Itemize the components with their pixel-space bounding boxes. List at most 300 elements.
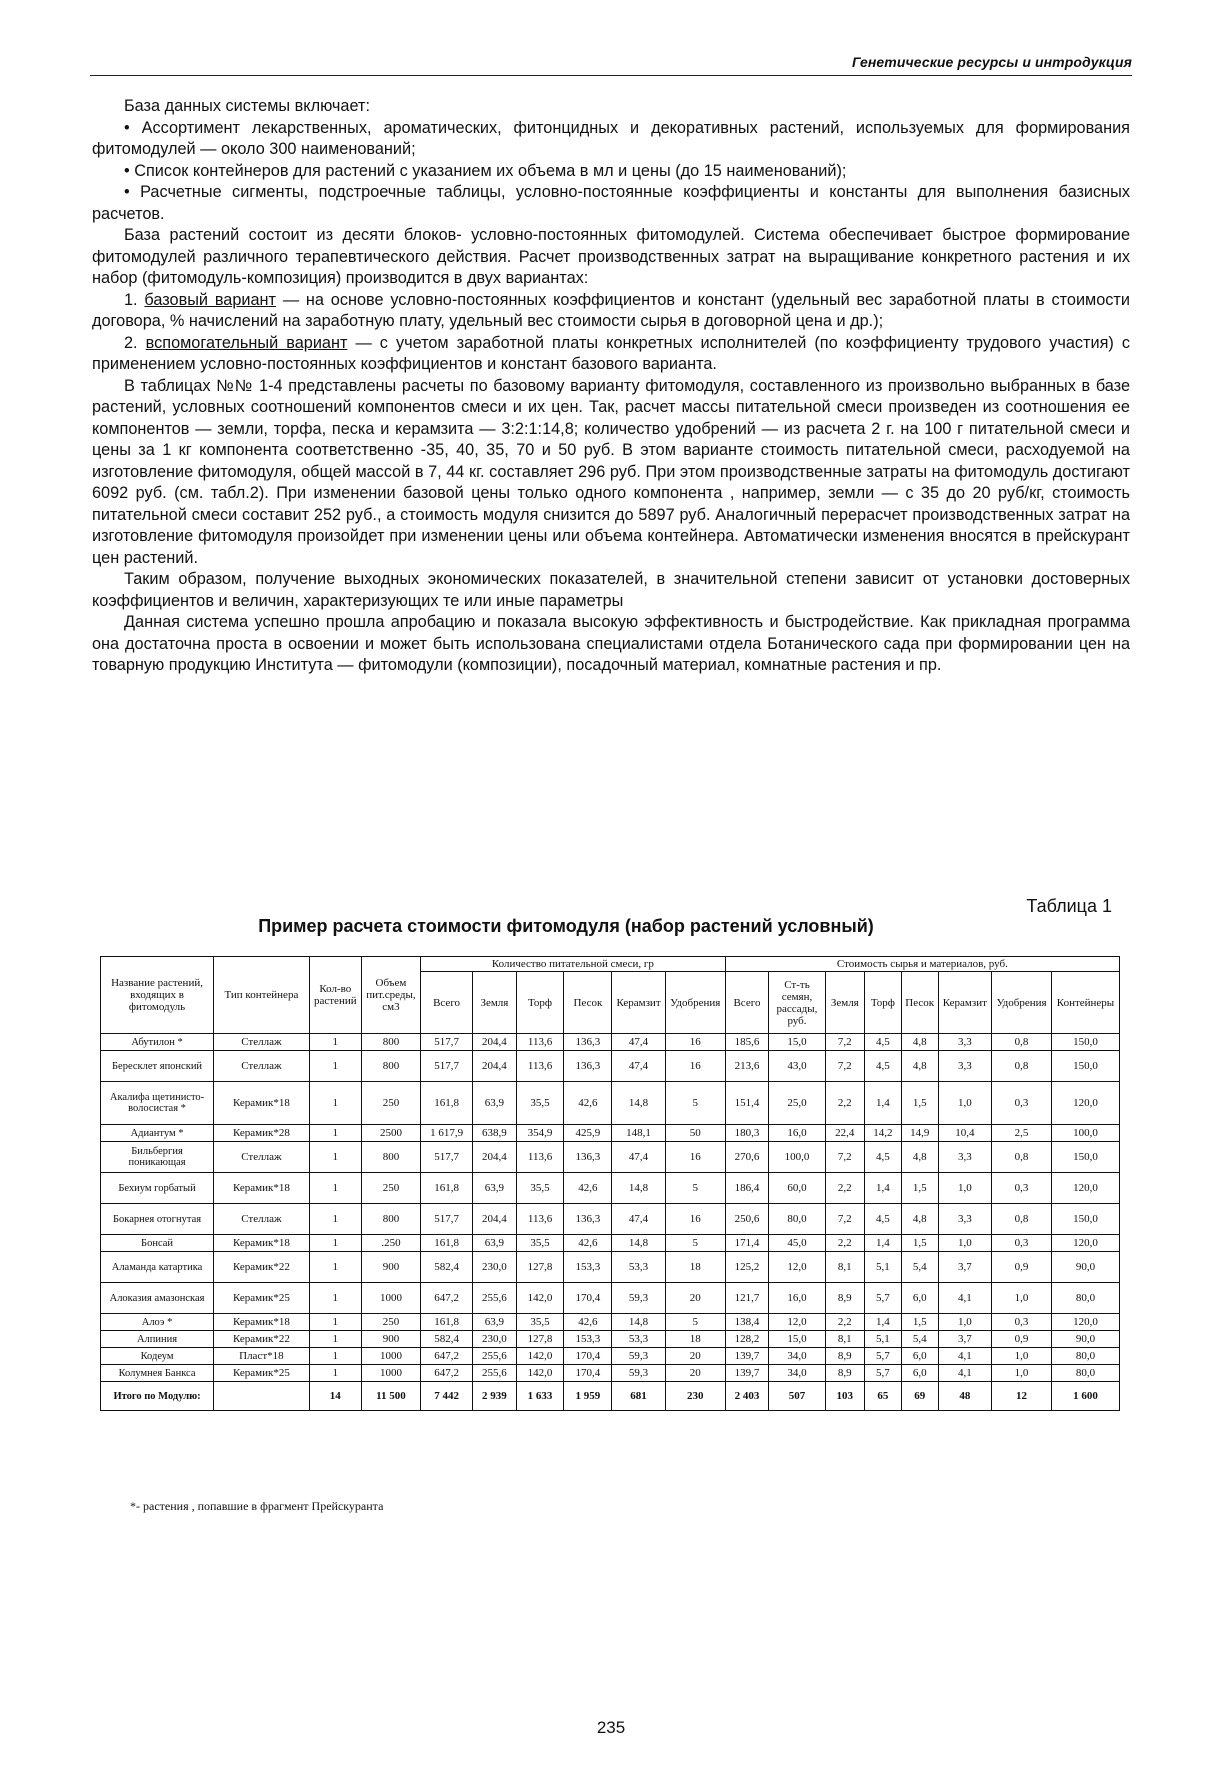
- table-row: [101, 1204, 1120, 1235]
- table-cell: 250: [361, 1314, 420, 1331]
- table-row: [101, 1348, 1120, 1365]
- plant-name-cell: Кодеум: [101, 1348, 214, 1365]
- table-cell: 5: [665, 1173, 725, 1204]
- header-mix-soil: Земля: [473, 972, 516, 1034]
- variant-1: [92, 290, 1130, 333]
- table-cell: 59,3: [612, 1365, 665, 1382]
- table-cell: 16: [665, 1142, 725, 1173]
- body-text: [92, 96, 1130, 677]
- table-cell: 25,0: [769, 1082, 826, 1125]
- table-cell: 6,0: [901, 1348, 938, 1365]
- table-cell: 136,3: [564, 1051, 612, 1082]
- table-cell: 4,5: [864, 1142, 901, 1173]
- table-cell: 4,5: [864, 1204, 901, 1235]
- table-cell: Керамик*25: [214, 1283, 310, 1314]
- table-cell: 4,8: [901, 1051, 938, 1082]
- paragraph-4: Данная система успешно прошла апробацию и показала высокую эффективность и быстродействие. Как прикладная программа она достаточна проста в освоении и может быть использована специалистами отдела Ботанического сада при формировании цен на товарную продукцию Института — фитомодули (композиции), посадочный материал, комнатные растения и пр.: [92, 613, 1130, 674]
- table-cell: 4,8: [901, 1142, 938, 1173]
- table-cell: 1: [309, 1034, 361, 1051]
- table-cell: 14,8: [612, 1082, 665, 1125]
- table-cell: 63,9: [473, 1314, 516, 1331]
- table-cell: 150,0: [1052, 1034, 1120, 1051]
- table-cell: Керамик*18: [214, 1082, 310, 1125]
- table-cell: 1,5: [901, 1314, 938, 1331]
- table-cell: 354,9: [516, 1125, 564, 1142]
- table-cell: 638,9: [473, 1125, 516, 1142]
- table-cell: 5,7: [864, 1283, 901, 1314]
- table-cell: 0,8: [992, 1142, 1052, 1173]
- table-cell: 255,6: [473, 1283, 516, 1314]
- table-cell: 800: [361, 1034, 420, 1051]
- table-cell: 5: [665, 1082, 725, 1125]
- table-cell: 1,4: [864, 1235, 901, 1252]
- running-header: Генетические ресурсы и интродукция: [851, 54, 1132, 70]
- table-cell: 100,0: [1052, 1125, 1120, 1142]
- total-cell: 2 939: [473, 1382, 516, 1411]
- table-cell: 63,9: [473, 1082, 516, 1125]
- table-cell: 1,0: [992, 1283, 1052, 1314]
- variant-2: [92, 333, 1130, 376]
- table-cell: 900: [361, 1252, 420, 1283]
- table-cell: 18: [665, 1331, 725, 1348]
- table-cell: 142,0: [516, 1283, 564, 1314]
- table-cell: 1: [309, 1252, 361, 1283]
- table-cell: 255,6: [473, 1348, 516, 1365]
- table-cell: 3,3: [938, 1034, 991, 1051]
- table-cell: 7,2: [825, 1051, 864, 1082]
- table-cell: 14,8: [612, 1235, 665, 1252]
- table-row: [101, 1252, 1120, 1283]
- table-cell: Керамик*22: [214, 1331, 310, 1348]
- table-cell: 1: [309, 1082, 361, 1125]
- header-group-cost: Стоимость сырья и материалов, руб.: [725, 957, 1119, 972]
- table-cell: 1000: [361, 1283, 420, 1314]
- total-cell: 2 403: [725, 1382, 768, 1411]
- table-cell: Керамик*18: [214, 1314, 310, 1331]
- table-row: [101, 1283, 1120, 1314]
- table-row: [101, 1235, 1120, 1252]
- table-cell: 161,8: [420, 1173, 472, 1204]
- table-row: [101, 1125, 1120, 1142]
- table-cell: Керамик*18: [214, 1235, 310, 1252]
- table-cell: 5,1: [864, 1252, 901, 1283]
- table-cell: 0,3: [992, 1173, 1052, 1204]
- table-cell: 250: [361, 1173, 420, 1204]
- table-cell: 647,2: [420, 1348, 472, 1365]
- table-cell: 20: [665, 1348, 725, 1365]
- table-cell: 63,9: [473, 1173, 516, 1204]
- table-cell: 180,3: [725, 1125, 768, 1142]
- table-cell: 14,2: [864, 1125, 901, 1142]
- table-cell: 42,6: [564, 1173, 612, 1204]
- table-cell: 50: [665, 1125, 725, 1142]
- header-mix-fertilizer: Удобрения: [665, 972, 725, 1034]
- table-cell: 138,4: [725, 1314, 768, 1331]
- table-row: [101, 1082, 1120, 1125]
- table-cell: 53,3: [612, 1331, 665, 1348]
- table-cell: 16,0: [769, 1283, 826, 1314]
- table-cell: 42,6: [564, 1082, 612, 1125]
- table-cell: 517,7: [420, 1051, 472, 1082]
- total-cell: 11 500: [361, 1382, 420, 1411]
- table-cell: 1: [309, 1173, 361, 1204]
- table-cell: 2,2: [825, 1082, 864, 1125]
- table-cell: 18: [665, 1252, 725, 1283]
- table-cell: 204,4: [473, 1034, 516, 1051]
- total-cell: 1 959: [564, 1382, 612, 1411]
- header-cost-fertilizer: Удобрения: [992, 972, 1052, 1034]
- total-label-cell: Итого по Модулю:: [101, 1382, 214, 1411]
- table-cell: 153,3: [564, 1331, 612, 1348]
- variant-1-term: базовый вариант: [144, 290, 276, 309]
- header-cost-soil: Земля: [825, 972, 864, 1034]
- total-cell: 103: [825, 1382, 864, 1411]
- table-cell: 1: [309, 1142, 361, 1173]
- table-caption: Таблица 1: [1026, 896, 1112, 916]
- table-cell: 4,8: [901, 1034, 938, 1051]
- header-cost-claydite: Керамзит: [938, 972, 991, 1034]
- table-cell: 1,4: [864, 1173, 901, 1204]
- table-cell: Стеллаж: [214, 1051, 310, 1082]
- table-cell: 1: [309, 1051, 361, 1082]
- table-cell: Керамик*25: [214, 1365, 310, 1382]
- table-cell: 60,0: [769, 1173, 826, 1204]
- table-cell: 1: [309, 1365, 361, 1382]
- table-cell: 161,8: [420, 1314, 472, 1331]
- table-cell: 0,8: [992, 1034, 1052, 1051]
- header-cost-peat: Торф: [864, 972, 901, 1034]
- table-cell: .250: [361, 1235, 420, 1252]
- table-cell: 139,7: [725, 1365, 768, 1382]
- table-cell: 113,6: [516, 1142, 564, 1173]
- header-container: Тип контейнера: [214, 957, 310, 1034]
- table-cell: 35,5: [516, 1173, 564, 1204]
- table-cell: 1: [309, 1348, 361, 1365]
- plant-name-cell: Акалифа щетинисто-волосистая *: [101, 1082, 214, 1125]
- table-cell: 128,2: [725, 1331, 768, 1348]
- table-cell: 8,9: [825, 1283, 864, 1314]
- bullet-2: • Список контейнеров для растений с указанием их объема в мл и цены (до 15 наименований);: [124, 161, 847, 180]
- table-cell: 90,0: [1052, 1331, 1120, 1348]
- table-cell: 136,3: [564, 1142, 612, 1173]
- total-cell: 48: [938, 1382, 991, 1411]
- paragraph-3: Таким образом, получение выходных экономических показателей, в значительной степени зависит от установки достоверных коэффициентов и величин, характеризующих те или иные параметры: [92, 570, 1130, 610]
- table-cell: 8,9: [825, 1348, 864, 1365]
- total-cell: [214, 1382, 310, 1411]
- table-cell: 230,0: [473, 1331, 516, 1348]
- table-cell: 20: [665, 1365, 725, 1382]
- table-cell: 800: [361, 1051, 420, 1082]
- table-cell: 63,9: [473, 1235, 516, 1252]
- header-group-mix: Количество питательной смеси, гр: [420, 957, 725, 972]
- table-cell: 4,5: [864, 1034, 901, 1051]
- plant-name-cell: Алоказия амазонская: [101, 1283, 214, 1314]
- table-cell: 1,5: [901, 1235, 938, 1252]
- table-row: [101, 1365, 1120, 1382]
- table-cell: 80,0: [1052, 1365, 1120, 1382]
- table-cell: 5,1: [864, 1331, 901, 1348]
- table-cell: 1000: [361, 1348, 420, 1365]
- table-cell: 1,4: [864, 1314, 901, 1331]
- table-cell: 2,2: [825, 1173, 864, 1204]
- plant-name-cell: Алпиния: [101, 1331, 214, 1348]
- table-cell: 121,7: [725, 1283, 768, 1314]
- table-cell: 5,7: [864, 1365, 901, 1382]
- table-title: Пример расчета стоимости фитомодуля (набор растений условный): [258, 916, 874, 936]
- page-number: 235: [596, 1718, 626, 1737]
- header-cost-containers: Контейнеры: [1052, 972, 1120, 1034]
- table-cell: Стеллаж: [214, 1034, 310, 1051]
- total-cell: 681: [612, 1382, 665, 1411]
- header-cost-sand: Песок: [901, 972, 938, 1034]
- table-cell: 80,0: [1052, 1283, 1120, 1314]
- table-cell: 113,6: [516, 1204, 564, 1235]
- table-cell: 5,4: [901, 1331, 938, 1348]
- table-cell: 4,1: [938, 1365, 991, 1382]
- table-cell: 3,7: [938, 1331, 991, 1348]
- table-cell: 42,6: [564, 1235, 612, 1252]
- cost-table: [100, 956, 1120, 1411]
- table-cell: 3,7: [938, 1252, 991, 1283]
- plant-name-cell: Аламанда катартика: [101, 1252, 214, 1283]
- table-cell: 1: [309, 1283, 361, 1314]
- table-cell: 45,0: [769, 1235, 826, 1252]
- table-cell: 213,6: [725, 1051, 768, 1082]
- table-cell: 185,6: [725, 1034, 768, 1051]
- plant-name-cell: Колумнея Банкса: [101, 1365, 214, 1382]
- table-cell: 14,8: [612, 1173, 665, 1204]
- table-cell: 47,4: [612, 1034, 665, 1051]
- table-cell: 1,0: [938, 1173, 991, 1204]
- table-row: [101, 1142, 1120, 1173]
- table-cell: 2,2: [825, 1314, 864, 1331]
- table-cell: 582,4: [420, 1331, 472, 1348]
- table-cell: 1: [309, 1235, 361, 1252]
- table-cell: 800: [361, 1142, 420, 1173]
- table-cell: 0,3: [992, 1235, 1052, 1252]
- table-cell: 35,5: [516, 1082, 564, 1125]
- header-volume: Объем пит.среды, см3: [361, 957, 420, 1034]
- total-cell: 7 442: [420, 1382, 472, 1411]
- table-cell: 22,4: [825, 1125, 864, 1142]
- table-cell: 8,9: [825, 1365, 864, 1382]
- table-cell: 100,0: [769, 1142, 826, 1173]
- table-cell: 204,4: [473, 1051, 516, 1082]
- table-cell: 1 617,9: [420, 1125, 472, 1142]
- table-cell: 186,4: [725, 1173, 768, 1204]
- table-cell: 15,0: [769, 1034, 826, 1051]
- total-cell: 14: [309, 1382, 361, 1411]
- table-row: [101, 1051, 1120, 1082]
- table-cell: 3,3: [938, 1051, 991, 1082]
- plant-name-cell: Адиантум *: [101, 1125, 214, 1142]
- total-cell: 69: [901, 1382, 938, 1411]
- table-cell: 170,4: [564, 1365, 612, 1382]
- table-cell: 34,0: [769, 1365, 826, 1382]
- table-cell: 0,8: [992, 1051, 1052, 1082]
- table-cell: 5,4: [901, 1252, 938, 1283]
- table-cell: 35,5: [516, 1235, 564, 1252]
- table-cell: 161,8: [420, 1082, 472, 1125]
- table-cell: 204,4: [473, 1204, 516, 1235]
- table-row: [101, 1173, 1120, 1204]
- table-cell: Стеллаж: [214, 1204, 310, 1235]
- table-cell: Керамик*22: [214, 1252, 310, 1283]
- table-cell: 127,8: [516, 1331, 564, 1348]
- table-cell: 4,5: [864, 1051, 901, 1082]
- table-cell: 1: [309, 1204, 361, 1235]
- table-cell: 204,4: [473, 1142, 516, 1173]
- table-cell: 0,9: [992, 1252, 1052, 1283]
- table-cell: 6,0: [901, 1365, 938, 1382]
- table-cell: 142,0: [516, 1365, 564, 1382]
- table-cell: 255,6: [473, 1365, 516, 1382]
- table-cell: 153,3: [564, 1252, 612, 1283]
- table-cell: 1,0: [938, 1082, 991, 1125]
- table-footnote: *- растения , попавшие в фрагмент Прейскуранта: [130, 1499, 384, 1513]
- table-cell: 1: [309, 1331, 361, 1348]
- table-cell: 0,3: [992, 1082, 1052, 1125]
- total-cell: 1 633: [516, 1382, 564, 1411]
- plant-name-cell: Бокарнея отогнутая: [101, 1204, 214, 1235]
- table-cell: 7,2: [825, 1034, 864, 1051]
- table-cell: 8,1: [825, 1331, 864, 1348]
- table-cell: Пласт*18: [214, 1348, 310, 1365]
- variant-2-term: вспомогательный вариант: [145, 333, 348, 352]
- header-mix-peat: Торф: [516, 972, 564, 1034]
- table-cell: 16: [665, 1204, 725, 1235]
- plant-name-cell: Бехиум горбатый: [101, 1173, 214, 1204]
- table-cell: 148,1: [612, 1125, 665, 1142]
- table-cell: 4,1: [938, 1283, 991, 1314]
- variant-2-number: 2.: [124, 333, 138, 352]
- table-cell: 20: [665, 1283, 725, 1314]
- table-cell: 59,3: [612, 1283, 665, 1314]
- table-cell: 800: [361, 1204, 420, 1235]
- table-row: [101, 1034, 1120, 1051]
- table-cell: 150,0: [1052, 1142, 1120, 1173]
- table-cell: 125,2: [725, 1252, 768, 1283]
- table-cell: 142,0: [516, 1348, 564, 1365]
- table-cell: 161,8: [420, 1235, 472, 1252]
- table-cell: 7,2: [825, 1142, 864, 1173]
- table-cell: 1,5: [901, 1082, 938, 1125]
- table-cell: 80,0: [1052, 1348, 1120, 1365]
- header-cost-seeds: Ст-ть семян, рассады, руб.: [769, 972, 826, 1034]
- table-cell: 1000: [361, 1365, 420, 1382]
- table-cell: 47,4: [612, 1204, 665, 1235]
- table-cell: 10,4: [938, 1125, 991, 1142]
- table-cell: 139,7: [725, 1348, 768, 1365]
- table-cell: 12,0: [769, 1314, 826, 1331]
- table-cell: 582,4: [420, 1252, 472, 1283]
- bullet-1: • Ассортимент лекарственных, ароматических, фитонцидных и декоративных растений, используемых для формирования фитомодулей — около 300 наименований;: [92, 118, 1130, 158]
- table-cell: 3,3: [938, 1204, 991, 1235]
- plant-name-cell: Бонсай: [101, 1235, 214, 1252]
- table-cell: 517,7: [420, 1204, 472, 1235]
- table-cell: 12,0: [769, 1252, 826, 1283]
- table-cell: 1,0: [938, 1235, 991, 1252]
- table-cell: 1,5: [901, 1173, 938, 1204]
- table-cell: 8,1: [825, 1252, 864, 1283]
- total-cell: 230: [665, 1382, 725, 1411]
- plant-name-cell: Бересклет японский: [101, 1051, 214, 1082]
- table-cell: 171,4: [725, 1235, 768, 1252]
- table-cell: 47,4: [612, 1051, 665, 1082]
- table-cell: 425,9: [564, 1125, 612, 1142]
- table-cell: 170,4: [564, 1348, 612, 1365]
- table-cell: 0,8: [992, 1204, 1052, 1235]
- table-cell: 80,0: [769, 1204, 826, 1235]
- table-cell: 34,0: [769, 1348, 826, 1365]
- table-cell: 35,5: [516, 1314, 564, 1331]
- table-row: [101, 1331, 1120, 1348]
- table-cell: 47,4: [612, 1142, 665, 1173]
- table-total-row: [101, 1382, 1120, 1411]
- table-cell: 136,3: [564, 1034, 612, 1051]
- table-cell: 127,8: [516, 1252, 564, 1283]
- header-cost-total: Всего: [725, 972, 768, 1034]
- table-cell: 113,6: [516, 1051, 564, 1082]
- table-cell: 4,8: [901, 1204, 938, 1235]
- header-name: Название растений, входящих в фитомодуль: [101, 957, 214, 1034]
- table-cell: 1,4: [864, 1082, 901, 1125]
- table-cell: 120,0: [1052, 1235, 1120, 1252]
- table-cell: 250: [361, 1082, 420, 1125]
- table-cell: 53,3: [612, 1252, 665, 1283]
- header-mix-total: Всего: [420, 972, 472, 1034]
- header-mix-sand: Песок: [564, 972, 612, 1034]
- table-body: [101, 1034, 1120, 1411]
- plant-name-cell: Алоэ *: [101, 1314, 214, 1331]
- table-row: [101, 1314, 1120, 1331]
- table-cell: 42,6: [564, 1314, 612, 1331]
- table-cell: 113,6: [516, 1034, 564, 1051]
- table-cell: 1,0: [992, 1348, 1052, 1365]
- table-cell: 5,7: [864, 1348, 901, 1365]
- table-cell: 6,0: [901, 1283, 938, 1314]
- table-cell: 59,3: [612, 1348, 665, 1365]
- table-cell: 90,0: [1052, 1252, 1120, 1283]
- table-cell: 151,4: [725, 1082, 768, 1125]
- table-cell: 150,0: [1052, 1051, 1120, 1082]
- header-rule: [90, 75, 1132, 76]
- table-cell: Керамик*18: [214, 1173, 310, 1204]
- table-cell: 2,5: [992, 1125, 1052, 1142]
- variant-2-text: — с учетом заработной платы конкретных исполнителей (по коэффициенту трудового участия) с применением условно-постоянных коэффициентов и констант базового варианта.: [92, 333, 1130, 373]
- table-cell: 0,3: [992, 1314, 1052, 1331]
- table-cell: 647,2: [420, 1283, 472, 1314]
- table-cell: 170,4: [564, 1283, 612, 1314]
- intro-paragraph: База данных системы включает:: [124, 97, 370, 115]
- variant-1-text: — на основе условно-постоянных коэффициентов и констант (удельный вес заработной платы в стоимости договора, % начислений на заработную плату, удельный вес стоимости сырья в договорной цена и др.);: [92, 290, 1130, 330]
- table-cell: 15,0: [769, 1331, 826, 1348]
- table-cell: 120,0: [1052, 1314, 1120, 1331]
- table-cell: 1,0: [938, 1314, 991, 1331]
- table-cell: 16,0: [769, 1125, 826, 1142]
- paragraph-2: В таблицах №№ 1-4 представлены расчеты по базовому варианту фитомодуля, составленного из произвольно выбранных в базе растений, условных соотношений компонентов смеси и их цен. Так, расчет массы питательной смеси произведен из соотношения ее компонентов — земли, торфа, песка и керамзита — 3:2:1:14,8; количество удобрений — из расчета 2 г. на 100 г питательной смеси и цены за 1 кг компонента соответственно -35, 40, 35, 70 и 50 руб. В этом варианте стоимость питательной смеси, расходуемой на изготовление фитомодуля, общей массой в 7, 44 кг. составляет 296 руб. При этом производственные затраты на фитомодуль достигают 6092 руб. (см. табл.2). При изменении базовой цены только одного компонента , например, земли — с 35 до 20 руб/кг, стоимость питательной смеси составит 252 руб., а стоимость модуля снизится до 5897 руб. Аналогичный перерасчет производственных затрат на изготовление фитомодуля произойдет при изменении цены или объема контейнера. Автоматически изменения вносятся в прейскурант цен растений.: [92, 376, 1130, 567]
- table-cell: 270,6: [725, 1142, 768, 1173]
- table-cell: 136,3: [564, 1204, 612, 1235]
- table-cell: 517,7: [420, 1034, 472, 1051]
- table-cell: 3,3: [938, 1142, 991, 1173]
- table-cell: 120,0: [1052, 1082, 1120, 1125]
- bullet-3: • Расчетные сигменты, подстроечные таблицы, условно-постоянные коэффициенты и константы для выполнения базисных расчетов.: [92, 183, 1130, 223]
- table-cell: 1,0: [992, 1365, 1052, 1382]
- table-cell: 517,7: [420, 1142, 472, 1173]
- table-cell: 4,1: [938, 1348, 991, 1365]
- table-cell: 250,6: [725, 1204, 768, 1235]
